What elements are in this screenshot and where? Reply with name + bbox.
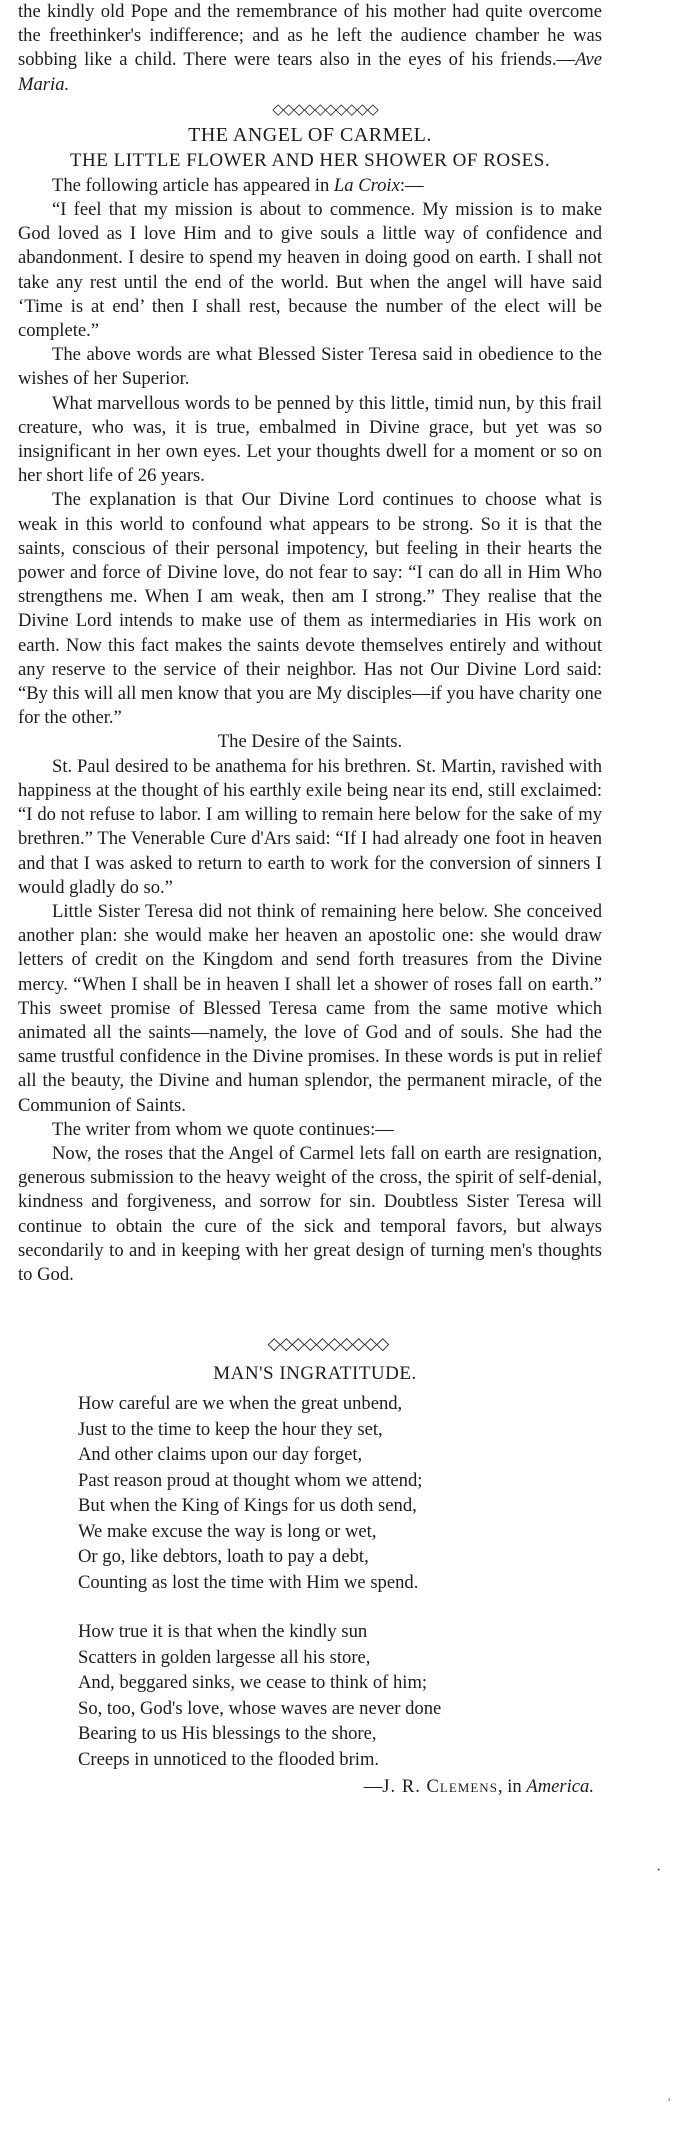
article-paragraph: St. Paul desired to be anathema for his brethren. St. Martin, ravished with happiness at the thought of his earthly exile being near its end, still exclaimed: “I do not refuse to labor. I am willing to remain here below for the sake of my brethren.” The Venerable Cure d'Ars said: “If I had already one foot in heaven and that I was asked to return to earth to work for the conversion of sinners I would gladly do so.”: [18, 755, 602, 898]
article-paragraph: Now, the roses that the Angel of Carmel lets fall on earth are resignation, generous submission to the heavy weight of the cross, the spirit of self-denial, kindness and forgiveness, and sorrow for sin. Doubtless Sister Teresa will continue to obtain the cure of the sick and temporal favors, but always secondarily to and in keeping with her great design of turning men's thoughts to God.: [18, 1142, 602, 1285]
source-la-croix: La Croix: [333, 174, 400, 196]
article-paragraph: The writer from whom we quote continues:—: [52, 1118, 394, 1140]
poem-line: Or go, like debtors, loath to pay a debt,: [78, 1546, 369, 1568]
stanza-gap: [78, 1595, 602, 1619]
poem-line: But when the King of Kings for us doth send,: [78, 1495, 417, 1517]
article-title: THE ANGEL OF CARMEL.: [188, 123, 432, 146]
credit-author: J. R. Clemens: [382, 1776, 498, 1798]
poem-title: MAN'S INGRATITUDE.: [213, 1363, 417, 1385]
poem-line: Past reason proud at thought whom we attend;: [78, 1469, 423, 1491]
poem-line: Bearing to us His blessings to the shore,: [78, 1723, 377, 1745]
poem-credit: [18, 1774, 602, 1799]
poem-line: Creeps in unnoticed to the flooded brim.: [78, 1748, 380, 1770]
section-heading: The Desire of the Saints.: [217, 731, 403, 753]
poem-body: [78, 1391, 602, 1772]
intro-text: the kindly old Pope and the remembrance of his mother had quite overcome the freethinker's indifference; and as he left the audience chamber he was sobbing like a child. There were tears also in the eyes of his friends.—: [18, 1, 602, 71]
poem-line: Scatters in golden largesse all his store,: [78, 1646, 371, 1668]
intro-paragraph: [18, 0, 602, 97]
poem-line: Just to the time to keep the hour they set,: [78, 1418, 383, 1440]
poem-line: And other claims upon our day forget,: [78, 1444, 363, 1466]
poem-line: How true it is that when the kindly sun: [78, 1621, 368, 1643]
paragraph-text: The following article has appeared in: [52, 174, 334, 196]
article-paragraph: What marvellous words to be penned by this little, timid nun, by this frail creature, who was, it is true, embalmed in Divine grace, but yet was so insignificant in her own eyes. Let your thoughts dwell for a moment or so on her short life of 26 years.: [18, 392, 602, 487]
poem-line: Counting as lost the time with Him we spend.: [78, 1571, 419, 1593]
credit-dash: —: [363, 1776, 383, 1798]
poem-stanza: [78, 1619, 602, 1772]
print-speck: ′: [668, 2095, 671, 2109]
poem-line: So, too, God's love, whose waves are never done: [78, 1697, 442, 1719]
article-paragraph: “I feel that my mission is about to commence. My mission is to make God loved as I love Him and to give souls a little way of confidence and abandonment. I desire to spend my heaven in doing good on earth. I shall not take any rest until the end of the world. But when the angel will have said ‘Time is at end’ then I shall rest, because the number of the elect will be complete.”: [18, 199, 602, 342]
print-speck: ·: [656, 1862, 662, 1879]
paragraph-text: :—: [399, 174, 424, 196]
ornament-divider: ◇◇◇◇◇◇◇◇◇◇: [267, 1334, 389, 1354]
poem-line: How careful are we when the great unbend,: [78, 1393, 403, 1415]
credit-in: , in: [497, 1776, 527, 1798]
article-paragraph: Little Sister Teresa did not think of remaining here below. She conceived another plan: she would make her heaven an apostolic one: she would draw letters of credit on the Kingdom and send forth treasures from the Divine mercy. “When I shall be in heaven I shall let a shower of roses fall on earth.” This sweet promise of Blessed Teresa came from the same motive which animated all the saints—namely, the love of God and of souls. She had the same trustful confidence in the Divine promises. In these words is put in relief all the beauty, the Divine and human splendor, the permanent miracle, of the Communion of Saints.: [18, 900, 602, 1116]
ornament-divider: ◇◇◇◇◇◇◇◇◇◇: [272, 101, 378, 118]
poem-line: And, beggared sinks, we cease to think of him;: [78, 1672, 428, 1694]
poem-line: We make excuse the way is long or wet,: [78, 1520, 377, 1542]
article-paragraph: The explanation is that Our Divine Lord continues to choose what is weak in this world to confound what appears to be strong. So it is that the saints, conscious of their personal impotency, but feeling in their hearts the power and force of Divine love, do not fear to say: “I can do all in Him Who strengthens me. When I am weak, then am I strong.” They realise that the Divine Lord intends to make use of them as intermediaries in His work on earth. Now this fact makes the saints devote themselves entirely and without any reserve to the service of their neighbor. Has not Our Divine Lord said: “By this will all men know that you are My disciples—if you have charity one for the other.”: [18, 489, 602, 729]
article-subtitle: THE LITTLE FLOWER AND HER SHOWER OF ROSES.: [69, 149, 551, 171]
intro-source: Ave Maria.: [18, 49, 602, 95]
article-paragraph: [18, 174, 602, 198]
article-paragraph: The above words are what Blessed Sister Teresa said in obedience to the wishes of her Superior.: [18, 344, 602, 390]
poem-stanza: [78, 1391, 602, 1595]
credit-source: America.: [526, 1776, 594, 1798]
